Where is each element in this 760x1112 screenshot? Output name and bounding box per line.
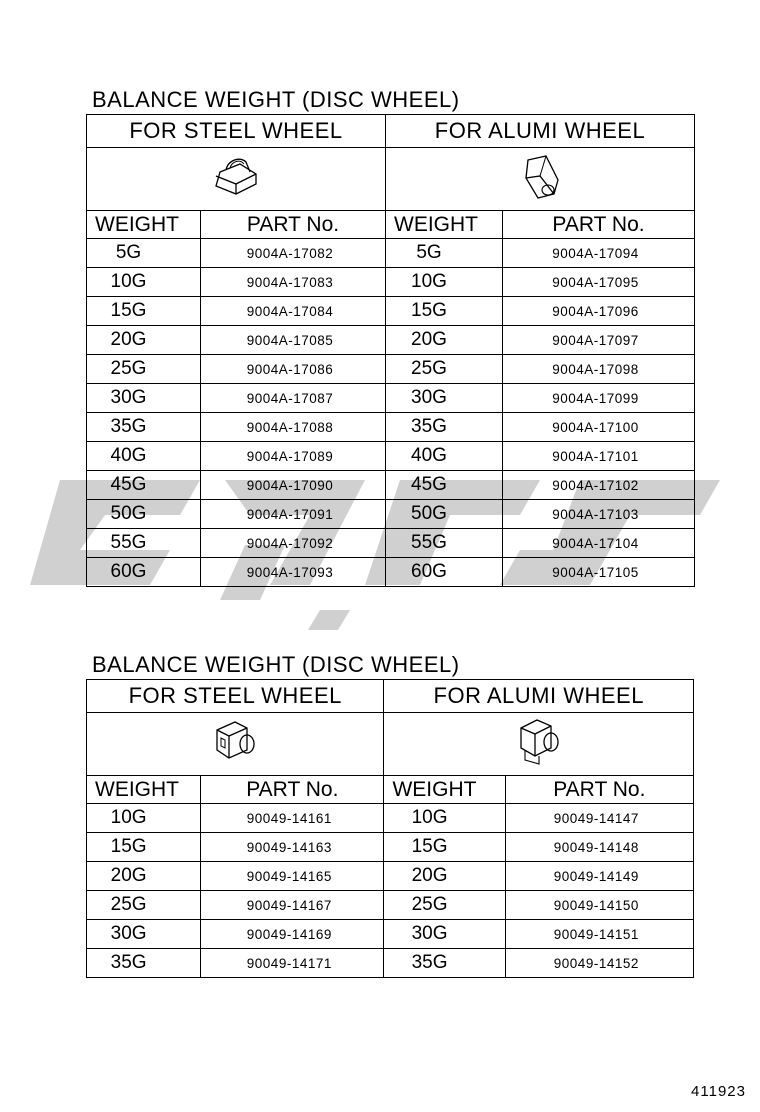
section-title: BALANCE WEIGHT (DISC WHEEL) xyxy=(92,87,460,112)
alumi-weight-cell: 20G xyxy=(384,862,505,891)
table-row xyxy=(87,862,694,891)
alumi-weight-illustration-cell xyxy=(384,713,694,776)
table-row xyxy=(87,920,694,949)
steel-part-number-cell: 9004A-17091 xyxy=(201,500,386,529)
section-balance-weight-1 xyxy=(86,86,694,587)
alumi-weight-cell: 10G xyxy=(384,804,505,833)
alumi-part-number-cell: 90049-14147 xyxy=(505,804,693,833)
steel-part-number-cell: 9004A-17089 xyxy=(201,442,386,471)
alumi-part-number-cell: 9004A-17102 xyxy=(503,471,695,500)
alumi-weight-cell: 45G xyxy=(386,471,503,500)
steel-weight-cell: 25G xyxy=(87,355,201,384)
alumi-weight-cell: 5G xyxy=(386,239,503,268)
alumi-part-number-cell: 9004A-17104 xyxy=(503,529,695,558)
steel-part-number-cell: 9004A-17093 xyxy=(201,558,386,587)
table-row xyxy=(87,268,695,297)
alumi-weight-cell: 25G xyxy=(384,891,505,920)
steel-part-number-cell: 90049-14167 xyxy=(201,891,384,920)
section-balance-weight-2 xyxy=(86,651,694,978)
alumi-part-number-cell: 9004A-17100 xyxy=(503,413,695,442)
steel-weight-illustration-cell xyxy=(87,148,386,211)
table-row xyxy=(87,804,694,833)
alumi-weight-cell: 40G xyxy=(386,442,503,471)
steel-weight-cell: 35G xyxy=(87,413,201,442)
steel-part-number-cell: 90049-14163 xyxy=(201,833,384,862)
alumi-part-number-cell: 9004A-17103 xyxy=(503,500,695,529)
parts-table xyxy=(86,114,695,587)
table-row xyxy=(87,949,694,978)
steel-weight-cell: 15G xyxy=(87,297,201,326)
alumi-weight-cell: 60G xyxy=(386,558,503,587)
steel-weight-cell: 50G xyxy=(87,500,201,529)
steel-part-number-cell: 90049-14161 xyxy=(201,804,384,833)
alumi-weight-cell: 35G xyxy=(384,949,505,978)
table-row xyxy=(87,529,695,558)
steel-part-number-cell: 90049-14171 xyxy=(201,949,384,978)
steel-part-number-cell: 9004A-17086 xyxy=(201,355,386,384)
steel-part-number-cell: 9004A-17083 xyxy=(201,268,386,297)
steel-balance-weight-icon xyxy=(206,152,266,202)
steel-weight-cell: 30G xyxy=(87,920,201,949)
alumi-part-number-cell: 90049-14149 xyxy=(505,862,693,891)
table-row xyxy=(87,442,695,471)
alumi-part-number-cell: 9004A-17101 xyxy=(503,442,695,471)
table-row xyxy=(87,384,695,413)
alumi-balance-weight-icon xyxy=(510,150,570,204)
alumi-part-number-cell: 9004A-17097 xyxy=(503,326,695,355)
col-part-steel: PART No. xyxy=(201,211,386,239)
steel-part-number-cell: 9004A-17082 xyxy=(201,239,386,268)
col-part-steel: PART No. xyxy=(201,776,384,804)
steel-weight-cell: 20G xyxy=(87,326,201,355)
alumi-part-number-cell: 90049-14148 xyxy=(505,833,693,862)
col-weight-alumi: WEIGHT xyxy=(386,211,503,239)
table-row xyxy=(87,500,695,529)
alumi-weight-cell: 15G xyxy=(386,297,503,326)
alumi-weight-cell: 50G xyxy=(386,500,503,529)
steel-weight-cell: 10G xyxy=(87,804,201,833)
steel-weight-cell: 60G xyxy=(87,558,201,587)
alumi-part-number-cell: 90049-14151 xyxy=(505,920,693,949)
section-title: BALANCE WEIGHT (DISC WHEEL) xyxy=(92,652,460,677)
steel-weight-cell: 55G xyxy=(87,529,201,558)
table-row xyxy=(87,891,694,920)
alumi-part-number-cell: 9004A-17105 xyxy=(503,558,695,587)
steel-part-number-cell: 9004A-17088 xyxy=(201,413,386,442)
steel-weight-cell: 25G xyxy=(87,891,201,920)
alumi-weight-cell: 10G xyxy=(386,268,503,297)
alumi-part-number-cell: 9004A-17095 xyxy=(503,268,695,297)
steel-weight-cell: 45G xyxy=(87,471,201,500)
steel-weight-cell: 15G xyxy=(87,833,201,862)
table-row xyxy=(87,297,695,326)
steel-weight-cell: 40G xyxy=(87,442,201,471)
alumi-wheel-header: FOR ALUMI WHEEL xyxy=(386,115,695,148)
alumi-weight-cell: 30G xyxy=(386,384,503,413)
alumi-part-number-cell: 90049-14150 xyxy=(505,891,693,920)
alumi-part-number-cell: 9004A-17098 xyxy=(503,355,695,384)
alumi-weight-illustration-cell xyxy=(386,148,695,211)
table-row xyxy=(87,471,695,500)
alumi-wheel-header: FOR ALUMI WHEEL xyxy=(384,680,694,713)
steel-part-number-cell: 9004A-17092 xyxy=(201,529,386,558)
steel-part-number-cell: 9004A-17087 xyxy=(201,384,386,413)
col-weight-alumi: WEIGHT xyxy=(384,776,505,804)
table-row xyxy=(87,239,695,268)
col-weight-steel: WEIGHT xyxy=(87,211,201,239)
table-row xyxy=(87,558,695,587)
steel-wheel-header: FOR STEEL WHEEL xyxy=(87,115,386,148)
alumi-weight-cell: 25G xyxy=(386,355,503,384)
col-part-alumi: PART No. xyxy=(505,776,693,804)
alumi-part-number-cell: 90049-14152 xyxy=(505,949,693,978)
alumi-clip-weight-icon xyxy=(511,714,567,770)
steel-part-number-cell: 9004A-17084 xyxy=(201,297,386,326)
alumi-part-number-cell: 9004A-17094 xyxy=(503,239,695,268)
alumi-part-number-cell: 9004A-17096 xyxy=(503,297,695,326)
parts-table xyxy=(86,679,694,978)
alumi-weight-cell: 55G xyxy=(386,529,503,558)
table-row xyxy=(87,355,695,384)
alumi-weight-cell: 35G xyxy=(386,413,503,442)
alumi-part-number-cell: 9004A-17099 xyxy=(503,384,695,413)
alumi-weight-cell: 20G xyxy=(386,326,503,355)
steel-weight-cell: 10G xyxy=(87,268,201,297)
steel-part-number-cell: 9004A-17085 xyxy=(201,326,386,355)
steel-part-number-cell: 9004A-17090 xyxy=(201,471,386,500)
col-weight-steel: WEIGHT xyxy=(87,776,201,804)
steel-clip-weight-icon xyxy=(207,714,263,770)
steel-wheel-header: FOR STEEL WHEEL xyxy=(87,680,384,713)
table-row xyxy=(87,833,694,862)
steel-weight-cell: 30G xyxy=(87,384,201,413)
alumi-weight-cell: 30G xyxy=(384,920,505,949)
alumi-weight-cell: 15G xyxy=(384,833,505,862)
table-row xyxy=(87,413,695,442)
table-row xyxy=(87,326,695,355)
col-part-alumi: PART No. xyxy=(503,211,695,239)
steel-part-number-cell: 90049-14165 xyxy=(201,862,384,891)
figure-number: 411923 xyxy=(691,1083,746,1100)
steel-weight-illustration-cell xyxy=(87,713,384,776)
steel-weight-cell: 20G xyxy=(87,862,201,891)
steel-part-number-cell: 90049-14169 xyxy=(201,920,384,949)
steel-weight-cell: 5G xyxy=(87,239,201,268)
steel-weight-cell: 35G xyxy=(87,949,201,978)
